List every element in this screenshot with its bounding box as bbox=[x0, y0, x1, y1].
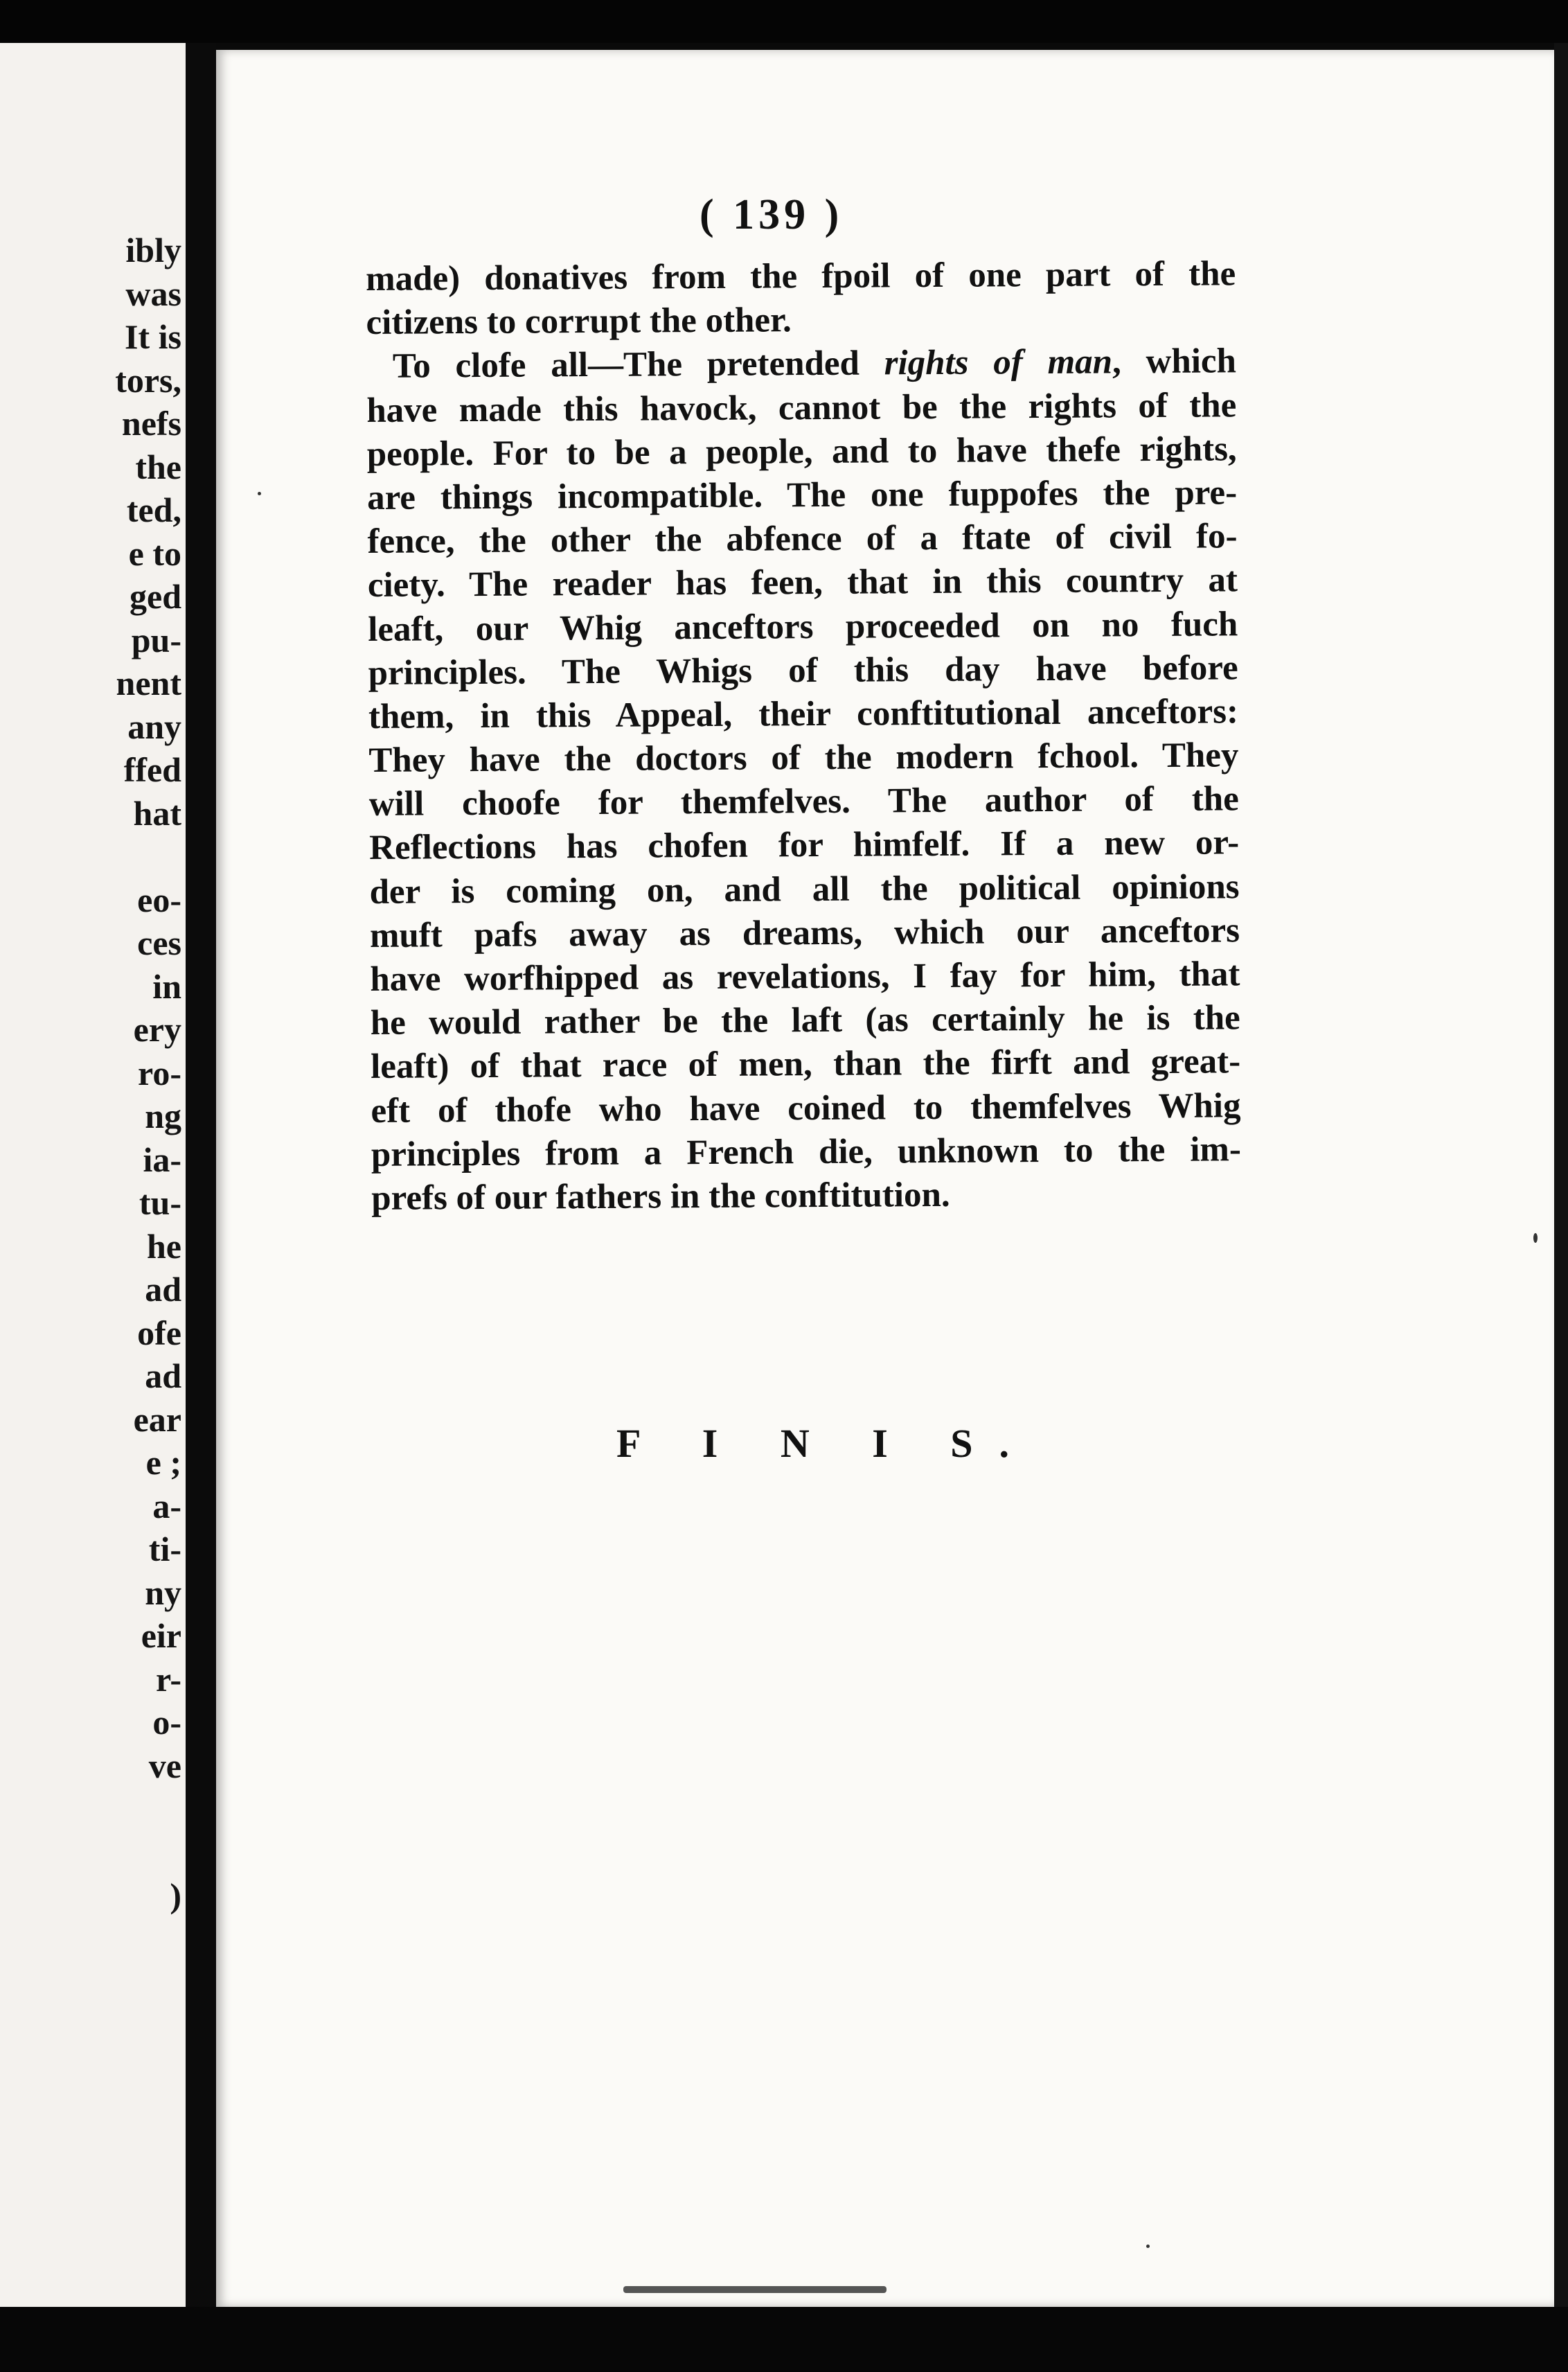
body-line: he would rather be the laft (as certainly he is the bbox=[370, 998, 1240, 1043]
left-page-fragment: nefs bbox=[121, 404, 181, 443]
left-page-fragment: ng bbox=[145, 1097, 181, 1135]
left-page-fragment: ear bbox=[133, 1399, 181, 1439]
body-line: leaft, our Whig anceftors proceeded on no fuch bbox=[368, 604, 1238, 649]
page-number: ( 139 ) bbox=[700, 191, 844, 238]
left-page-fragment: It is bbox=[125, 317, 181, 356]
body-line: leaft) of that race of men, than the firft and great- bbox=[370, 1042, 1241, 1087]
left-page-fragment: o- bbox=[152, 1703, 181, 1742]
left-page-fragment: ) bbox=[170, 1876, 181, 1915]
left-page-fragment: he bbox=[147, 1226, 181, 1266]
body-line: ciety. The reader has feen, that in this country at bbox=[367, 560, 1238, 605]
left-page-fragment: eo- bbox=[137, 880, 181, 919]
body-line: principles from a French die, unknown to the im- bbox=[371, 1130, 1242, 1174]
body-text bbox=[366, 252, 1241, 1221]
body-line: have worfhipped as revelations, I fay for him, that bbox=[370, 955, 1240, 999]
body-line: citizens to corrupt the other. bbox=[366, 301, 792, 343]
scan-right-border bbox=[1554, 43, 1568, 2307]
left-page-fragment: ia- bbox=[143, 1140, 181, 1179]
left-page-fragment: was bbox=[125, 274, 181, 313]
left-page-fragment: ve bbox=[148, 1746, 181, 1785]
book-gutter bbox=[186, 43, 216, 2307]
left-page-fragment: pu- bbox=[131, 620, 181, 660]
left-page-fragment: ffed bbox=[123, 750, 181, 789]
left-page-fragment: ted, bbox=[126, 490, 181, 529]
left-page-fragment: any bbox=[127, 707, 181, 746]
left-page-fragment bbox=[0, 835, 184, 878]
left-page-fragment: tu- bbox=[139, 1183, 181, 1222]
left-page-fragment: e ; bbox=[145, 1443, 181, 1482]
left-page-fragment: the bbox=[135, 447, 181, 486]
left-page-fragment: eir bbox=[141, 1616, 181, 1655]
body-line: them, in this Appeal, their conftitutional anceftors: bbox=[368, 692, 1239, 736]
body-line: der is coming on, and all the political opinions bbox=[369, 867, 1240, 912]
left-page-fragment: ibly bbox=[125, 231, 181, 269]
left-page-fragment: ti- bbox=[148, 1530, 181, 1568]
body-line: To clofe all—The pretended rights of man, which bbox=[392, 342, 1237, 387]
left-page-line-fragments bbox=[0, 229, 184, 1918]
left-page-fragment bbox=[0, 1831, 184, 1875]
body-line: are things incompatible. The one fuppofes the pre- bbox=[366, 473, 1238, 517]
finis-heading: F I N I S. bbox=[616, 1421, 1036, 1466]
left-page-fragment: ery bbox=[133, 1010, 181, 1049]
body-line: eft of thofe who have coined to themfelves Whig bbox=[371, 1086, 1241, 1131]
body-line: Reflections has chofen for himfelf. If a new or- bbox=[369, 823, 1240, 868]
left-page-fragment: nent bbox=[116, 664, 181, 702]
left-page-fragment: ro- bbox=[138, 1053, 181, 1092]
scan-top-border bbox=[0, 0, 1568, 43]
left-page-fragment: r- bbox=[156, 1659, 181, 1699]
left-page-fragment: ad bbox=[145, 1356, 181, 1395]
left-page-fragment: e to bbox=[128, 533, 181, 573]
left-page-fragment bbox=[0, 1787, 184, 1831]
left-page-fragment: tors, bbox=[115, 360, 181, 400]
left-page-fragment: ofe bbox=[137, 1313, 181, 1352]
body-line: They have the doctors of the modern fchool. They bbox=[368, 736, 1239, 781]
body-line: principles. The Whigs of this day have before bbox=[368, 648, 1238, 693]
left-page-fragment: ged bbox=[130, 577, 181, 616]
italic-phrase: rights of man bbox=[884, 342, 1113, 383]
left-page-fragment: in bbox=[152, 966, 181, 1006]
body-line: muft pafs away as dreams, which our anceftors bbox=[369, 911, 1240, 955]
left-page-fragment: a- bbox=[152, 1486, 181, 1525]
body-line: will choofe for themfelves. The author of the bbox=[368, 779, 1239, 824]
left-page-fragment: ny bbox=[145, 1573, 181, 1612]
left-page-fragment: ces bbox=[137, 923, 181, 962]
body-line: prefs of our fathers in the conftitution. bbox=[371, 1175, 950, 1218]
left-page-fragment: hat bbox=[133, 793, 181, 833]
body-line: made) donatives from the fpoil of one part of the bbox=[366, 254, 1236, 299]
scan-bottom-border bbox=[0, 2307, 1568, 2372]
body-line: people. For to be a people, and to have thefe rights, bbox=[366, 430, 1237, 474]
body-line: fence, the other the abfence of a ftate of civil fo- bbox=[367, 517, 1238, 562]
body-line: have made this havock, cannot be the rights of the bbox=[366, 385, 1237, 430]
left-page-fragment: ad bbox=[145, 1270, 181, 1309]
